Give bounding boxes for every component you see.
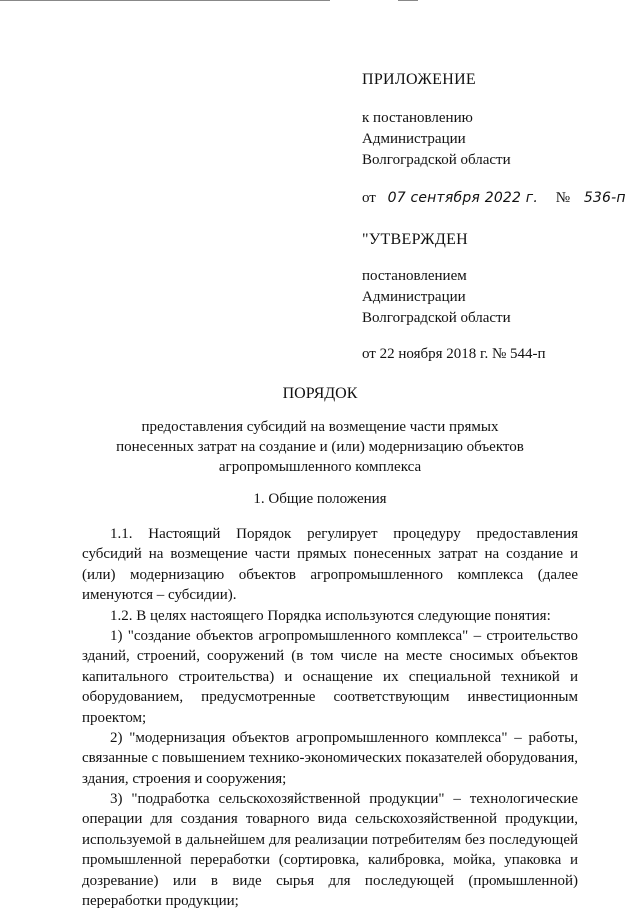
- subtitle-line-1: предоставления субсидий на возмещение части прямых: [141, 419, 499, 435]
- paragraph-1-2: 1.2. В целях настоящего Порядка используются следующие понятия:: [110, 607, 551, 624]
- scan-edge-line: [0, 0, 330, 1]
- subtitle-line-2: понесенных затрат на создание и (или) модернизацию объектов: [116, 439, 524, 455]
- subtitle-line-3: агропромышленного комплекса: [218, 459, 422, 475]
- number-prefix: №: [555, 190, 571, 207]
- definition-2: 2) "модернизация объектов агропромышленного комплекса" – работы, связанные с повышением технико-экономических показателей оборудования, здания, строения и сооружения;: [82, 729, 578, 787]
- approved-line-2: Администрации: [362, 289, 466, 306]
- definition-1: 1) "создание объектов агропромышленного комплекса" – строительство зданий, строений, сооружений (в том числе на месте сносимых объектов капитального строительства) и оснащение их специальной техникой и оборудованием, предусмотренные соответствующим инвестиционным проектом;: [82, 627, 578, 726]
- approved-title: "УТВЕРЖДЕН: [362, 231, 468, 248]
- definition-3: 3) "подработка сельскохозяйственной продукции" – технологические операции для создания товарного вида сельскохозяйственной продукции, используемой в дальнейшем для реализации потребителям без последующей промышленной переработки (сортировка, калибровка, мойка, упаковка и дозревание) или в виде сырья для последующей (промышленной) переработки продукции;: [82, 791, 578, 910]
- approved-block: [362, 230, 546, 363]
- document-heading: ПОРЯДОК: [282, 385, 358, 402]
- approved-line-3: Волгоградской области: [362, 310, 511, 327]
- document-body: [82, 524, 578, 911]
- appendix-block: [362, 70, 626, 207]
- section-title: 1. Общие положения: [253, 491, 387, 507]
- document-subtitle: [0, 418, 640, 476]
- scan-edge-mark: [398, 0, 418, 1]
- approved-line-1: постановлением: [362, 268, 467, 285]
- number-value: 536-п: [583, 190, 626, 207]
- appendix-line-1: к постановлению: [362, 110, 473, 127]
- appendix-date-line: [362, 189, 626, 207]
- appendix-line-3: Волгоградской области: [362, 152, 511, 169]
- appendix-line-2: Администрации: [362, 131, 466, 148]
- appendix-title: ПРИЛОЖЕНИЕ: [362, 71, 477, 88]
- paragraph-1-1: 1.1. Настоящий Порядок регулирует процедуру предоставления субсидий на возмещение части прямых понесенных затрат на создание и (или) модернизацию объектов агропромышленного комплекса (далее именуются – субсидии).: [82, 526, 578, 604]
- date-prefix: от: [362, 190, 376, 207]
- date-value: 07 сентября 2022 г.: [387, 190, 538, 207]
- approved-date-line: от 22 ноября 2018 г. № 544-п: [362, 346, 546, 363]
